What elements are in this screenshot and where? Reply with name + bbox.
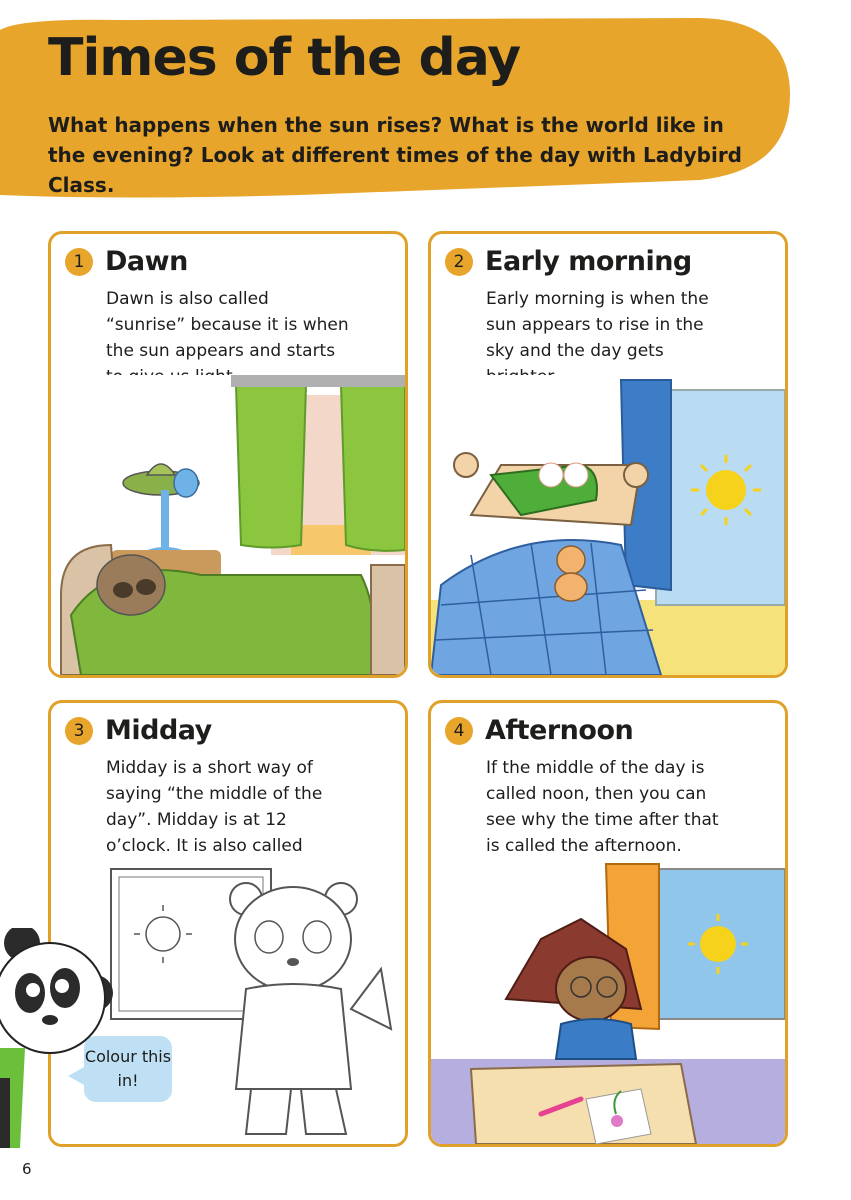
intro-text: What happens when the sun rises? What is the world like in the evening? Look at different times of the day with Ladybird Class. bbox=[48, 113, 742, 197]
step-number-badge: 1 bbox=[65, 248, 93, 276]
card-afternoon bbox=[428, 700, 788, 1147]
card-header bbox=[65, 715, 212, 746]
card-title: Afternoon bbox=[485, 715, 634, 746]
page-number: 6 bbox=[22, 1160, 32, 1178]
card-title: Early morning bbox=[485, 246, 692, 277]
step-number-badge: 3 bbox=[65, 717, 93, 745]
step-number-badge: 4 bbox=[445, 717, 473, 745]
card-text: If the middle of the day is called noon, then you can see why the time after that is called the afternoon. bbox=[486, 758, 719, 856]
card-header bbox=[445, 715, 633, 746]
speech-bubble: Colour this in! bbox=[84, 1036, 172, 1102]
card-text: Midday is a short way of saying “the middle of the day”. Midday is at 12 o’clock. It is also called bbox=[106, 758, 323, 856]
card-early-morning bbox=[428, 231, 788, 678]
step-number-badge: 2 bbox=[445, 248, 473, 276]
card-title: Dawn bbox=[105, 246, 188, 277]
card-header bbox=[445, 246, 692, 277]
card-dawn bbox=[48, 231, 408, 678]
card-text: Early morning is when the sun appears to rise in the sky and the day gets bbox=[486, 289, 709, 361]
early-morning-bedroom-illustration bbox=[431, 375, 785, 675]
page-title: Times of the day bbox=[48, 28, 521, 88]
card-header bbox=[65, 246, 188, 277]
afternoon-classroom-illustration bbox=[431, 859, 785, 1144]
card-text: Dawn is also called “sunrise” because it is when the sun appears and starts bbox=[106, 289, 349, 361]
card-title: Midday bbox=[105, 715, 212, 746]
dawn-bedroom-illustration bbox=[51, 375, 405, 675]
